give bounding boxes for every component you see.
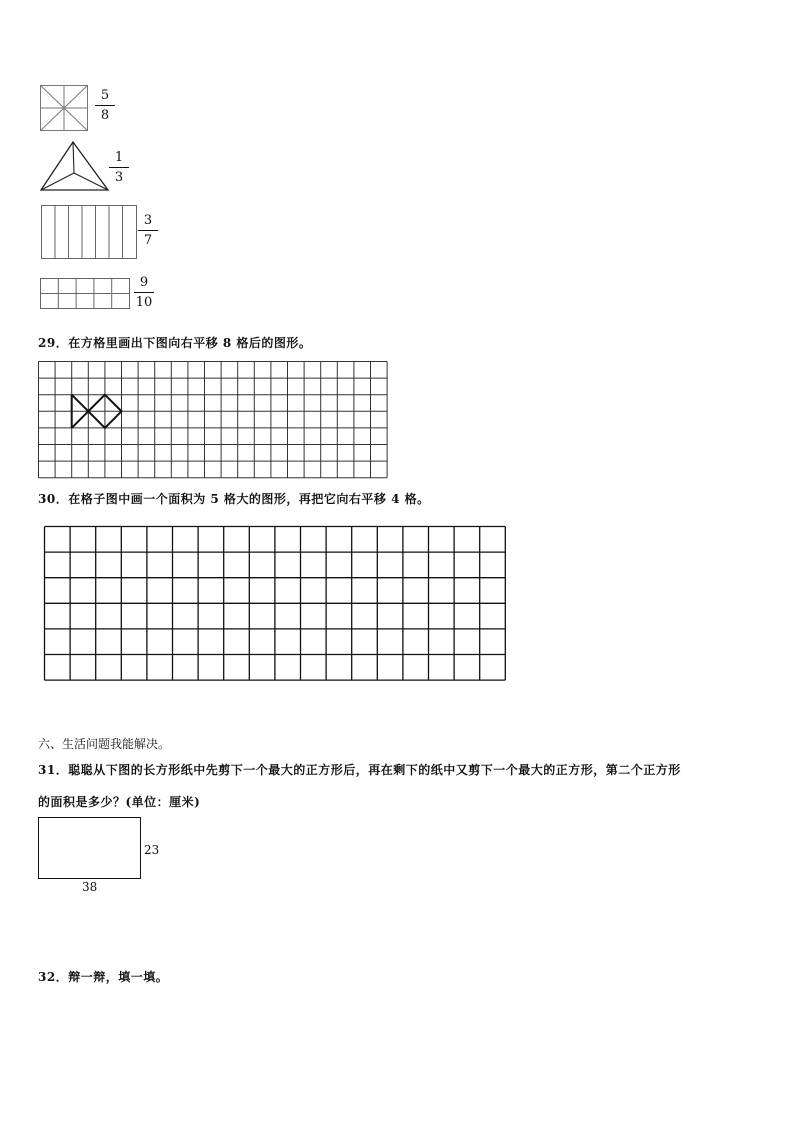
question-30: 30．在格子图中画一个面积为 5 格大的图形，再把它向右平移 4 格。 [38, 492, 430, 506]
section-title: 六、生活问题我能解决。 [38, 737, 171, 751]
fraction-9-10: 9 10 [135, 275, 153, 310]
fraction-5-8: 5 8 [94, 88, 116, 123]
translation-grid-29[interactable] [38, 361, 388, 477]
square-eighths-figure [40, 85, 88, 131]
width-label: 38 [82, 880, 98, 894]
question-29: 29．在方格里画出下图向右平移 8 格后的图形。 [38, 336, 312, 350]
fraction-1-3: 1 3 [108, 150, 130, 185]
rectangle-tenths-figure [40, 278, 130, 309]
height-label: 23 [144, 843, 160, 857]
question-31-line-1: 31．聪聪从下图的长方形纸中先剪下一个最大的正方形后，再在剩下的纸中又剪下一个最大的正方形，第二个正方形 [38, 763, 681, 777]
triangle-thirds-figure [40, 140, 110, 192]
paper-rectangle [38, 817, 142, 880]
question-31-line-2: 的面积是多少？(单位：厘米) [38, 795, 201, 809]
rectangle-sevenths-figure [41, 205, 137, 259]
fraction-3-7: 3 7 [137, 213, 159, 248]
question-32: 32．辩一辩，填一填。 [38, 970, 169, 984]
drawing-grid-30[interactable] [44, 526, 506, 682]
